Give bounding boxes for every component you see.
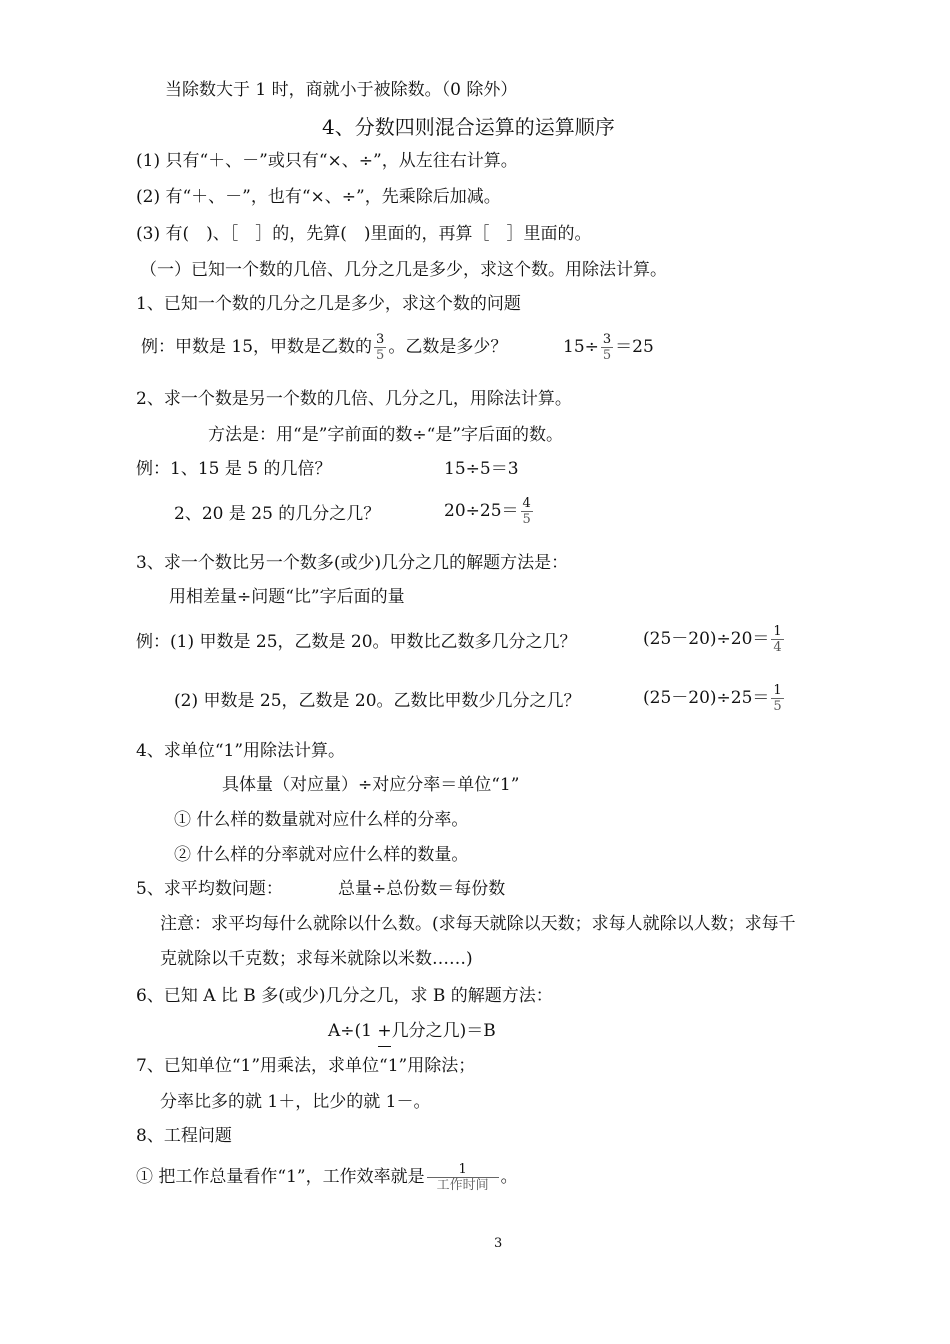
formula-text: 几分之几)＝B [391,1021,496,1041]
text-line: (2) 有“＋、－”，也有“×、÷”，先乘除后加减。 [136,187,501,207]
text-line: 8、工程问题 [136,1126,232,1146]
plus-minus-sign [377,1020,391,1042]
text-line: 分率比多的就 1＋，比少的就 1－。 [160,1092,431,1112]
fraction [374,332,386,363]
example-line [141,332,507,363]
fraction [771,624,783,655]
example-answer: 15÷5＝3 [444,459,519,479]
answer-text: ＝25 [615,337,654,357]
answer-text: 15÷ [563,337,599,357]
fraction [601,332,613,363]
example-text: 例：甲数是 15，甲数是乙数的 [141,337,373,357]
text-line: 1、已知一个数的几分之几是多少，求这个数的问题 [136,294,521,314]
example-answer [563,332,654,363]
fraction-denominator: 4 [773,640,782,655]
text-line: (1) 只有“＋、－”或只有“×、÷”，从左往右计算。 [136,151,518,171]
formula-text: A÷(1 [328,1021,378,1041]
example-text: 。乙数是多少？ [388,337,508,357]
text-line [136,1162,518,1193]
text-line: 3、求一个数比另一个数多(或少)几分之几的解题方法是： [136,553,569,573]
text-line: 用相差量÷问题“比”字后面的量 [169,587,405,607]
fraction-numerator: 3 [376,332,385,347]
fraction-denominator: 工作时间 [427,1177,499,1193]
plus-sign: + [377,1021,392,1041]
text-line: 4、求单位“1”用除法计算。 [136,741,346,761]
fraction-denominator: 5 [522,512,531,527]
fraction-denominator: 5 [602,348,612,363]
text-line: ② 什么样的分率就对应什么样的数量。 [174,845,469,865]
formula-line [328,1020,496,1042]
fraction-numerator: 1 [458,1162,467,1177]
fraction-numerator: 1 [773,624,782,639]
text-line: 当除数大于 1 时，商就小于被除数。（0 除外） [165,80,518,100]
minus-bar [378,1046,390,1047]
formula-line: 具体量（对应量）÷对应分率＝单位“1” [222,775,520,795]
example-answer [643,683,786,714]
text-line: 克就除以千克数；求每米就除以米数……) [160,949,473,969]
fraction [521,496,533,527]
example-answer [444,496,535,527]
example-question: 例：1、15 是 5 的几倍？ [136,459,332,479]
text-line: 6、已知 A 比 B 多(或少)几分之几，求 B 的解题方法： [136,986,553,1006]
page-number: 3 [494,1236,503,1251]
text-line: (3) 有( )、［ ］的，先算( )里面的，再算［ ］里面的。 [136,224,592,244]
example-question: 2、20 是 25 的几分之几？ [174,504,381,524]
example-answer [643,624,786,655]
answer-text: (25－20)÷20＝ [643,629,770,649]
text-line: 5、求平均数问题： [136,879,283,899]
answer-text: (25－20)÷25＝ [643,688,770,708]
fraction-numerator: 3 [602,332,612,347]
text-line: （一）已知一个数的几倍、几分之几是多少，求这个数。用除法计算。 [140,260,667,280]
text-line: ① 什么样的数量就对应什么样的分率。 [174,810,469,830]
fraction-denominator: 5 [376,348,385,363]
formula-line: 总量÷总份数＝每份数 [338,879,506,899]
fraction [427,1162,499,1193]
fraction-denominator: 5 [773,699,782,714]
text-span: 。 [500,1167,518,1187]
text-line: 方法是：用“是”字前面的数÷“是”字后面的数。 [208,425,564,445]
fraction-numerator: 4 [522,496,531,511]
text-line: 2、求一个数是另一个数的几倍、几分之几，用除法计算。 [136,389,572,409]
example-question: (2) 甲数是 25，乙数是 20。乙数比甲数少几分之几？ [174,691,581,711]
text-span: ① 把工作总量看作“1”，工作效率就是 [136,1167,425,1187]
text-line: 7、已知单位“1”用乘法，求单位“1”用除法； [136,1056,476,1076]
answer-text: 20÷25＝ [444,501,519,521]
section-title: 4、分数四则混合运算的运算顺序 [322,115,615,139]
fraction [771,683,783,714]
text-line: 注意：求平均每什么就除以什么数。(求每天就除以天数；求每人就除以人数；求每千 [160,914,796,934]
fraction-numerator: 1 [773,683,782,698]
example-question: 例：(1) 甲数是 25，乙数是 20。甲数比乙数多几分之几？ [136,632,577,652]
